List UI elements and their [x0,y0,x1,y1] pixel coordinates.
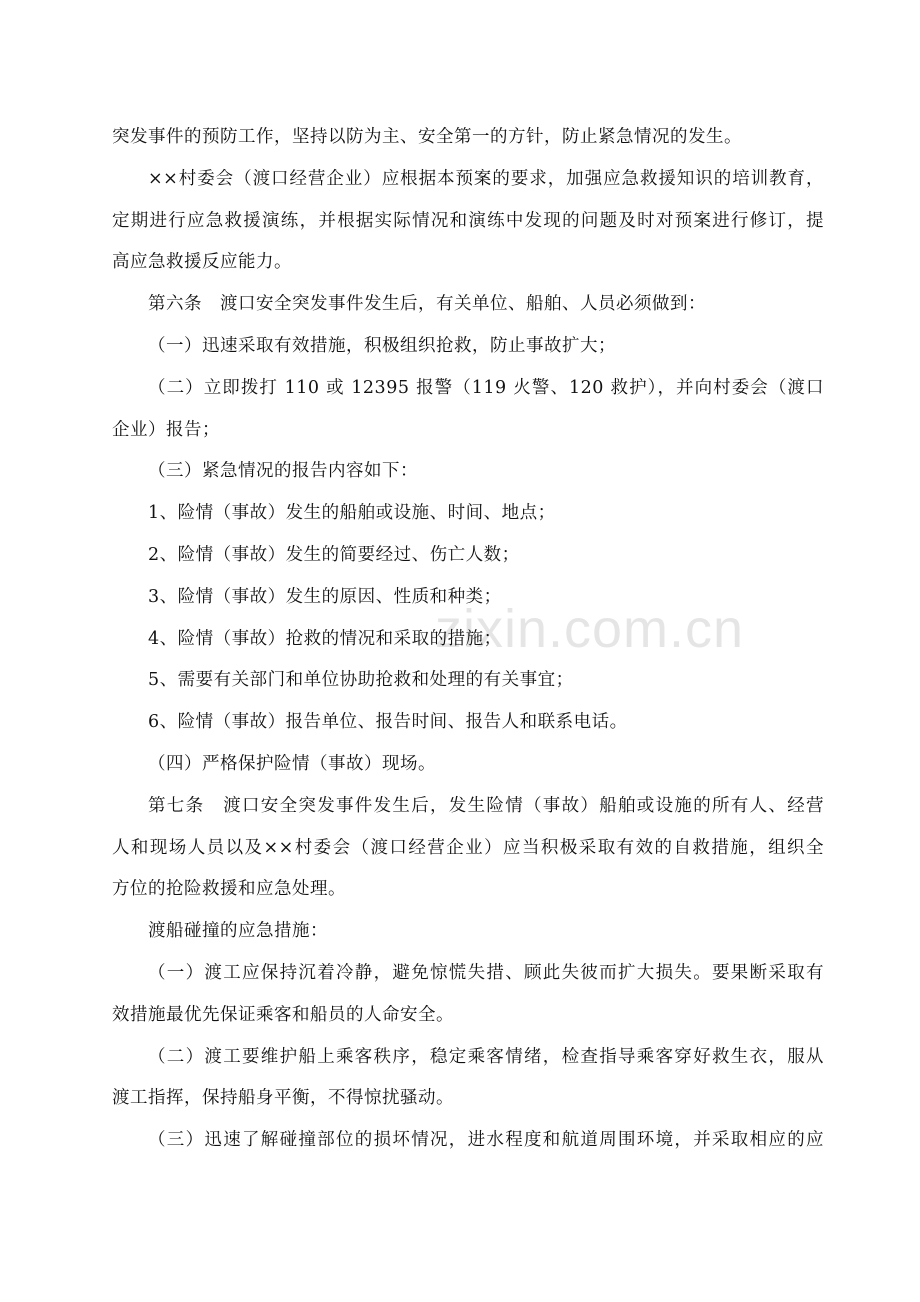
article-heading-line: 第六条 渡口安全突发事件发生后，有关单位、船舶、人员必须做到： [148,294,706,315]
list-item: 4、险情（事故）抢救的情况和采取的措施； [148,628,502,649]
article-heading-line: 第七条 渡口安全突发事件发生后，发生险情（事故）船舶或设施的所有人、经营 [148,795,824,816]
text-line: （三）紧急情况的报告内容如下： [148,461,418,482]
list-item: 3、险情（事故）发生的原因、性质和种类； [148,586,502,607]
text-line: 企业）报告； [112,419,220,440]
text-line: 渡工指挥，保持船身平衡，不得惊扰骚动。 [112,1088,454,1109]
text-line: 突发事件的预防工作，坚持以防为主、安全第一的方针，防止紧急情况的发生。 [112,127,742,147]
text-line: （二）立即拨打 110 或 12395 报警（119 火警、120 救护），并向村委会（渡口 [148,377,824,398]
text-line: 定期进行应急救援演练，并根据实际情况和演练中发现的问题及时对预案进行修订，提 [112,210,824,231]
text-line: （一）渡工应保持沉着冷静，避免惊慌失措、顾此失彼而扩大损失。要果断采取有 [148,962,824,983]
section-heading: 渡船碰撞的应急措施： [148,921,328,942]
document-body [112,117,824,1162]
watermark-text: zixin.com.cn [435,599,745,659]
text-line: （四）严格保护险情（事故）现场。 [148,753,436,774]
text-line: 高应急救援反应能力。 [112,252,292,273]
text-line: 人和现场人员以及××村委会（渡口经营企业）应当积极采取有效的自救措施，组织全 [112,837,824,858]
text-line: （三）迅速了解碰撞部位的损坏情况，进水程度和航道周围环境，并采取相应的应 [148,1130,824,1151]
text-line: （二）渡工要维护船上乘客秩序，稳定乘客情绪，检查指导乘客穿好救生衣，服从 [148,1046,824,1067]
list-item: 1、险情（事故）发生的船舶或设施、时间、地点； [148,503,556,524]
list-item: 5、需要有关部门和单位协助抢救和处理的有关事宜； [148,670,574,691]
text-line: （一）迅速采取有效措施，积极组织抢救，防止事故扩大； [148,335,616,356]
list-item: 2、险情（事故）发生的简要经过、伤亡人数； [148,544,520,565]
text-line: 效措施最优先保证乘客和船员的人命安全。 [112,1004,454,1025]
list-item: 6、险情（事故）报告单位、报告时间、报告人和联系电话。 [148,712,628,733]
text-line: 方位的抢险救援和应急处理。 [112,879,346,900]
text-line: ××村委会（渡口经营企业）应根据本预案的要求，加强应急救援知识的培训教育， [148,168,824,189]
